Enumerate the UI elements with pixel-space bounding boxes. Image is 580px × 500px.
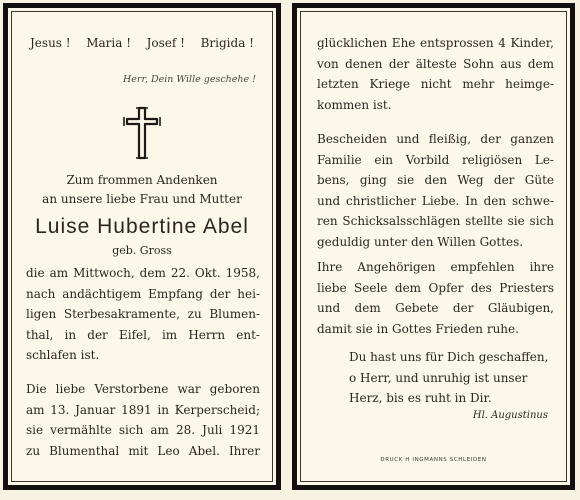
- memorial-line-1: Zum frommen Andenken: [66, 173, 218, 187]
- deceased-name: Luise Hubertine Abel: [35, 215, 249, 238]
- text-line: und dem Gebete der Gläubigen,: [317, 301, 554, 315]
- character-paragraph: [317, 129, 554, 252]
- left-card: [3, 3, 281, 490]
- saint-jesus: Jesus !: [30, 36, 71, 50]
- text-line: zu Blumenthal mit Leo Abel. Ihrer: [26, 443, 260, 458]
- memorial-line-2: an unsere liebe Frau und Mutter: [42, 192, 242, 206]
- text-line: bens, ging sie den Weg der Güte: [317, 173, 554, 187]
- text-line: kommen ist.: [317, 97, 392, 112]
- text-line: damit sie in Gottes Frieden ruhe.: [317, 321, 519, 336]
- saint-brigida: Brigida !: [200, 36, 254, 50]
- printer-imprint: DRUCK H INGMANNS SCHLEIDEN: [380, 457, 487, 463]
- text-line: liebe Seele dem Opfer des Priesters: [317, 280, 554, 295]
- cross-icon-wrap: [8, 104, 276, 166]
- biography-paragraph: [26, 379, 260, 461]
- augustine-quote: [349, 347, 549, 409]
- text-line: schlafen ist.: [26, 348, 100, 362]
- text-line: ligen Sterbesakramente, zu Blumen-: [26, 307, 260, 321]
- text-line: Die liebe Verstorbene war geboren: [26, 382, 260, 396]
- text-line: geduldig unter den Willen Gottes.: [317, 234, 524, 249]
- right-card: [292, 3, 575, 490]
- saint-josef: Josef !: [146, 36, 185, 50]
- prayer-request-paragraph: [317, 257, 554, 339]
- text-line: ren Schicksalsschlägen stellte sie sich: [317, 214, 554, 228]
- text-line: die am Mittwoch, dem 22. Okt. 1958,: [26, 266, 260, 280]
- text-line: nach andächtigem Empfang der hei-: [26, 286, 260, 301]
- saints-invocation: [30, 36, 254, 50]
- death-paragraph: [26, 263, 260, 366]
- motto: Herr, Dein Wille geschehe !: [123, 74, 256, 85]
- quote-author: Hl. Augustinus: [472, 410, 548, 421]
- text-line: thal, in der Eifel, im Herrn ent-: [26, 327, 260, 342]
- text-line: Ihre Angehörigen empfehlen ihre: [317, 260, 554, 274]
- text-line: Bescheiden und fleißig, der ganzen: [317, 132, 554, 146]
- text-line: sie vermählte sich am 28. Juli 1921: [26, 423, 260, 437]
- quote-line: o Herr, und unruhig ist unser: [349, 370, 528, 385]
- cross-icon: [122, 104, 162, 162]
- maiden-name: geb. Gross: [112, 244, 172, 257]
- quote-line: Du hast uns für Dich geschaffen,: [349, 350, 549, 364]
- saint-maria: Maria !: [86, 36, 132, 50]
- quote-line: Herz, bis es ruht in Dir.: [349, 391, 492, 405]
- text-line: von denen der älteste Sohn aus dem: [317, 56, 554, 71]
- text-line: Familie ein Vorbild religiösen Le-: [317, 152, 554, 167]
- text-line: glücklichen Ehe entsprossen 4 Kinder,: [317, 36, 554, 50]
- text-line: letzten Kriege nicht mehr heimge-: [317, 77, 554, 91]
- children-paragraph: [317, 33, 554, 115]
- text-line: und christlicher Liebe. In den schwe-: [317, 193, 554, 208]
- text-line: am 13. Januar 1891 in Kerperscheid;: [26, 402, 260, 417]
